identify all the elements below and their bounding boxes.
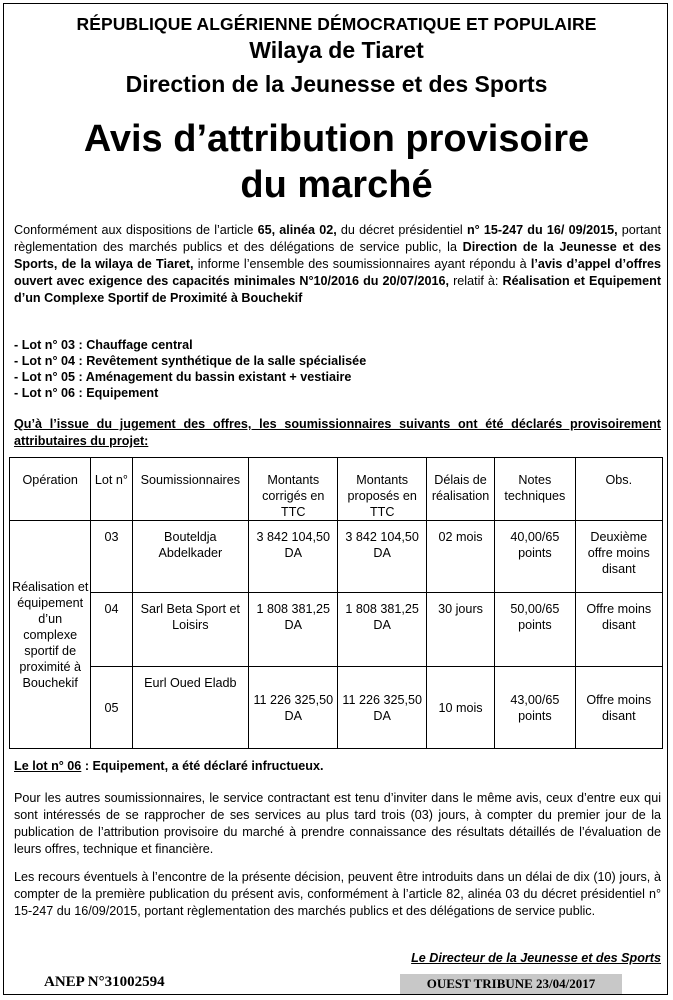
proposed-amount-cell: 1 808 381,25 DA [338, 593, 426, 667]
column-header: Montants proposés en TTC [338, 458, 426, 521]
proposed-amount-cell: 11 226 325,50 DA [338, 667, 426, 749]
results-table [9, 457, 663, 749]
column-header: Opération [10, 458, 91, 521]
table-row [10, 593, 663, 667]
declaration-text: Qu’à l’issue du jugement des offres, les soumissionnaires suivants ont été déclarés provisoirement attributaires du projet: [14, 417, 661, 448]
lot-cell: 05 [91, 667, 132, 749]
table-row [10, 667, 663, 749]
anep-reference: ANEP N°31002594 [44, 974, 165, 990]
republic-heading: RÉPUBLIQUE ALGÉRIENNE DÉMOCRATIQUE ET POPULAIRE [76, 14, 597, 34]
title-line-2: du marché [240, 164, 433, 206]
column-header: Lot n° [91, 458, 132, 521]
delay-cell: 30 jours [426, 593, 494, 667]
score-cell: 50,00/65 points [495, 593, 575, 667]
bidder-cell: Eurl Oued Eladb [132, 667, 249, 749]
column-header: Délais de réalisation [426, 458, 494, 521]
delay-cell: 02 mois [426, 521, 494, 593]
corrected-amount-cell: 3 842 104,50 DA [249, 521, 338, 593]
column-header: Notes techniques [495, 458, 575, 521]
title-line-1: Avis d’attribution provisoire [83, 118, 590, 160]
signature: Le Directeur de la Jeunesse et des Sports [411, 951, 661, 965]
corrected-amount-cell: 11 226 325,50 DA [249, 667, 338, 749]
list-item: - Lot n° 04 : Revêtement synthétique de la salle spécialisée [14, 354, 367, 368]
proposed-amount-cell: 3 842 104,50 DA [338, 521, 426, 593]
notice-title [0, 116, 673, 208]
score-cell: 43,00/65 points [495, 667, 575, 749]
infructueux-notice: Le lot n° 06 : Equipement, a été déclaré infructueux. [14, 759, 324, 773]
obs-cell: Offre moins disant [575, 667, 662, 749]
column-header: Obs. [575, 458, 662, 521]
obs-cell: Offre moins disant [575, 593, 662, 667]
list-item: - Lot n° 06 : Equipement [14, 386, 159, 400]
others-paragraph: Pour les autres soumissionnaires, le service contractant est tenu d’inviter dans le même avis, ceux d’entre eux qui sont intéressés de se rapprocher de ses services au plus tard trois (03) jours, à compter du premier jour de la publication de l’attribution provisoire du marché à prendre connaissance des résultats détaillés de l’évaluation de leurs offres, technique et financière. [14, 791, 661, 856]
bidder-cell: Bouteldja Abdelkader [132, 521, 249, 593]
column-header: Soumissionnaires [132, 458, 249, 521]
list-item: - Lot n° 03 : Chauffage central [14, 338, 193, 352]
direction-heading: Direction de la Jeunesse et des Sports [125, 71, 548, 97]
table-row [10, 521, 663, 593]
lot-list [14, 337, 366, 401]
recours-paragraph: Les recours éventuels à l’encontre de la présente décision, peuvent être introduits dans un délai de dix (10) jours, à compter de la première publication du présent avis, conformément à l’article 82, alinéa 03 du décret présidentiel n° 15-247 du 16/09/2015, portant règlementation des marchés publics et des délégations de service public. [14, 870, 661, 918]
bidder-cell: Sarl Beta Sport et Loisirs [132, 593, 249, 667]
column-header: Montants corrigés en TTC [249, 458, 338, 521]
intro-paragraph: Conformément aux dispositions de l’article 65, alinéa 02, du décret présidentiel n° 15-247 du 16/ 09/2015, portant règlementation des marchés publics et des délégations de service public, la Direction de la Jeunesse et des Sports, de la wilaya de Tiaret, informe l’ensemble des soumissionnaires ayant répondu à l’avis d’appel d’offres ouvert avec exigence des capacités minimales N°10/2016 du 20/07/2016, relatif à: Réalisation et Equipement d’un Complexe Sportif de Proximité à Bouchekif [14, 223, 662, 305]
corrected-amount-cell: 1 808 381,25 DA [249, 593, 338, 667]
obs-cell: Deuxième offre moins disant [575, 521, 662, 593]
wilaya-heading: Wilaya de Tiaret [249, 37, 424, 63]
score-cell: 40,00/65 points [495, 521, 575, 593]
operation-cell: Réalisation et équipement d’un complexe sportif de proximité à Bouchekif [10, 521, 91, 749]
table-header-row [10, 458, 663, 521]
lot-cell: 03 [91, 521, 132, 593]
newspaper-badge: OUEST TRIBUNE 23/04/2017 [400, 974, 622, 994]
delay-cell: 10 mois [426, 667, 494, 749]
lot-cell: 04 [91, 593, 132, 667]
list-item: - Lot n° 05 : Aménagement du bassin existant + vestiaire [14, 370, 352, 384]
